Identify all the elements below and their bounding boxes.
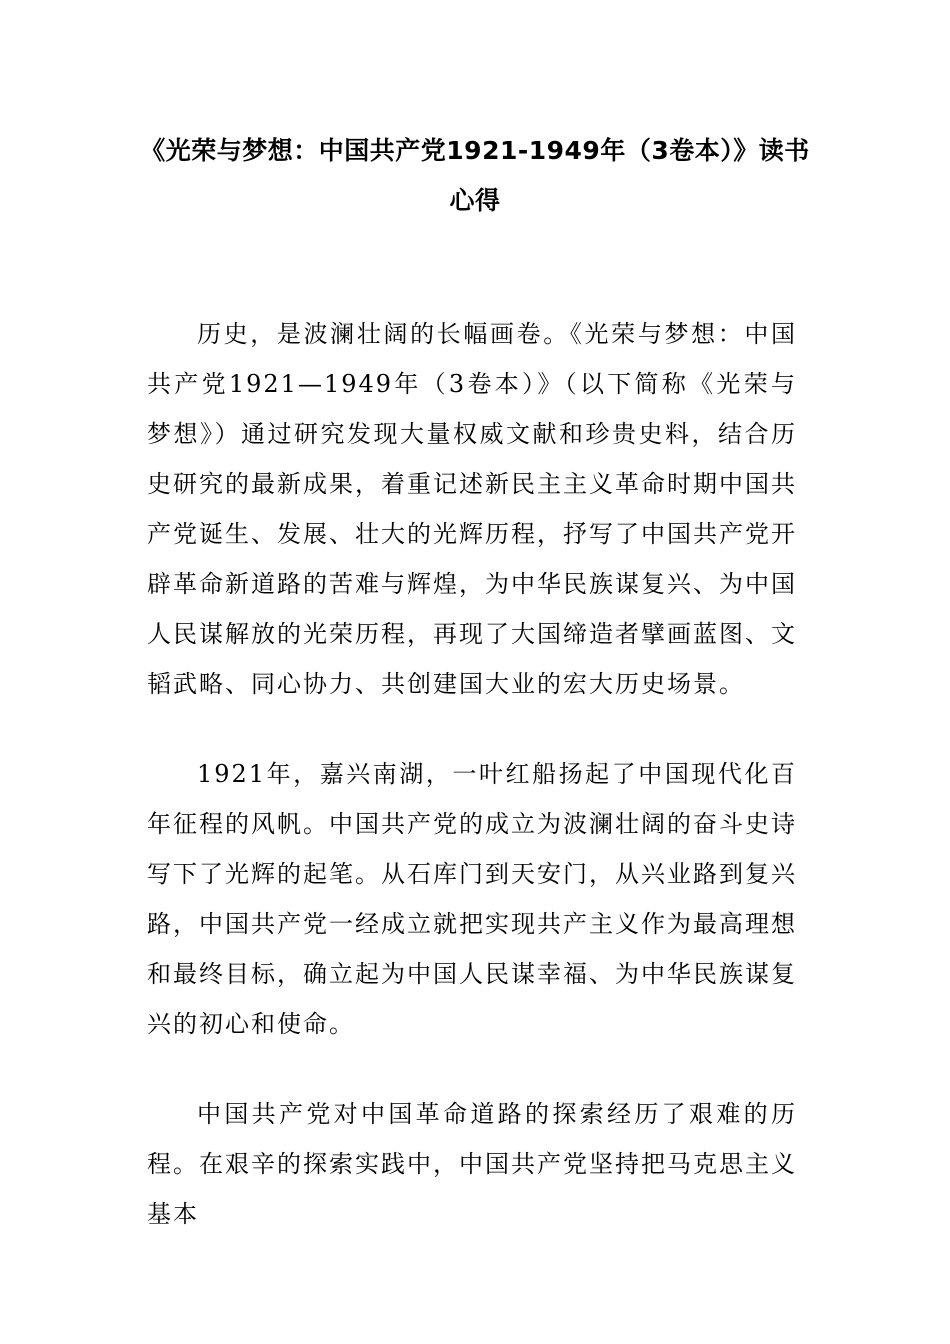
paragraph-3: 中国共产党对中国革命道路的探索经历了艰难的历程。在艰辛的探索实践中，中国共产党坚持把马克思主义基本 xyxy=(147,1100,797,1228)
document-body xyxy=(147,309,797,1279)
document-title: 《光荣与梦想：中国共产党1921-1949年（3卷本）》读书心得 xyxy=(140,136,810,215)
paragraph-1: 历史，是波澜壮阔的长幅画卷。《光荣与梦想：中国共产党1921—1949年（3卷本）》（以下简称《光荣与梦想》）通过研究发现大量权威文献和珍贵史料，结合历史研究的最新成果，着重记述新民主主义革命时期中国共产党诞生、发展、壮大的光辉历程，抒写了中国共产党开辟革命新道路的苦难与辉煌，为中华民族谋复兴、为中国人民谋解放的光荣历程，再现了大国缔造者擘画蓝图、文韬武略、同心协力、共创建国大业的宏大历史场景。 xyxy=(147,320,797,698)
paragraph-2: 1921年，嘉兴南湖，一叶红船扬起了中国现代化百年征程的风帆。中国共产党的成立为波澜壮阔的奋斗史诗写下了光辉的起笔。从石库门到天安门，从兴业路到复兴路，中国共产党一经成立就把实现共产主义作为最高理想和最终目标，确立起为中国人民谋幸福、为中华民族谋复兴的初心和使命。 xyxy=(147,760,797,1038)
